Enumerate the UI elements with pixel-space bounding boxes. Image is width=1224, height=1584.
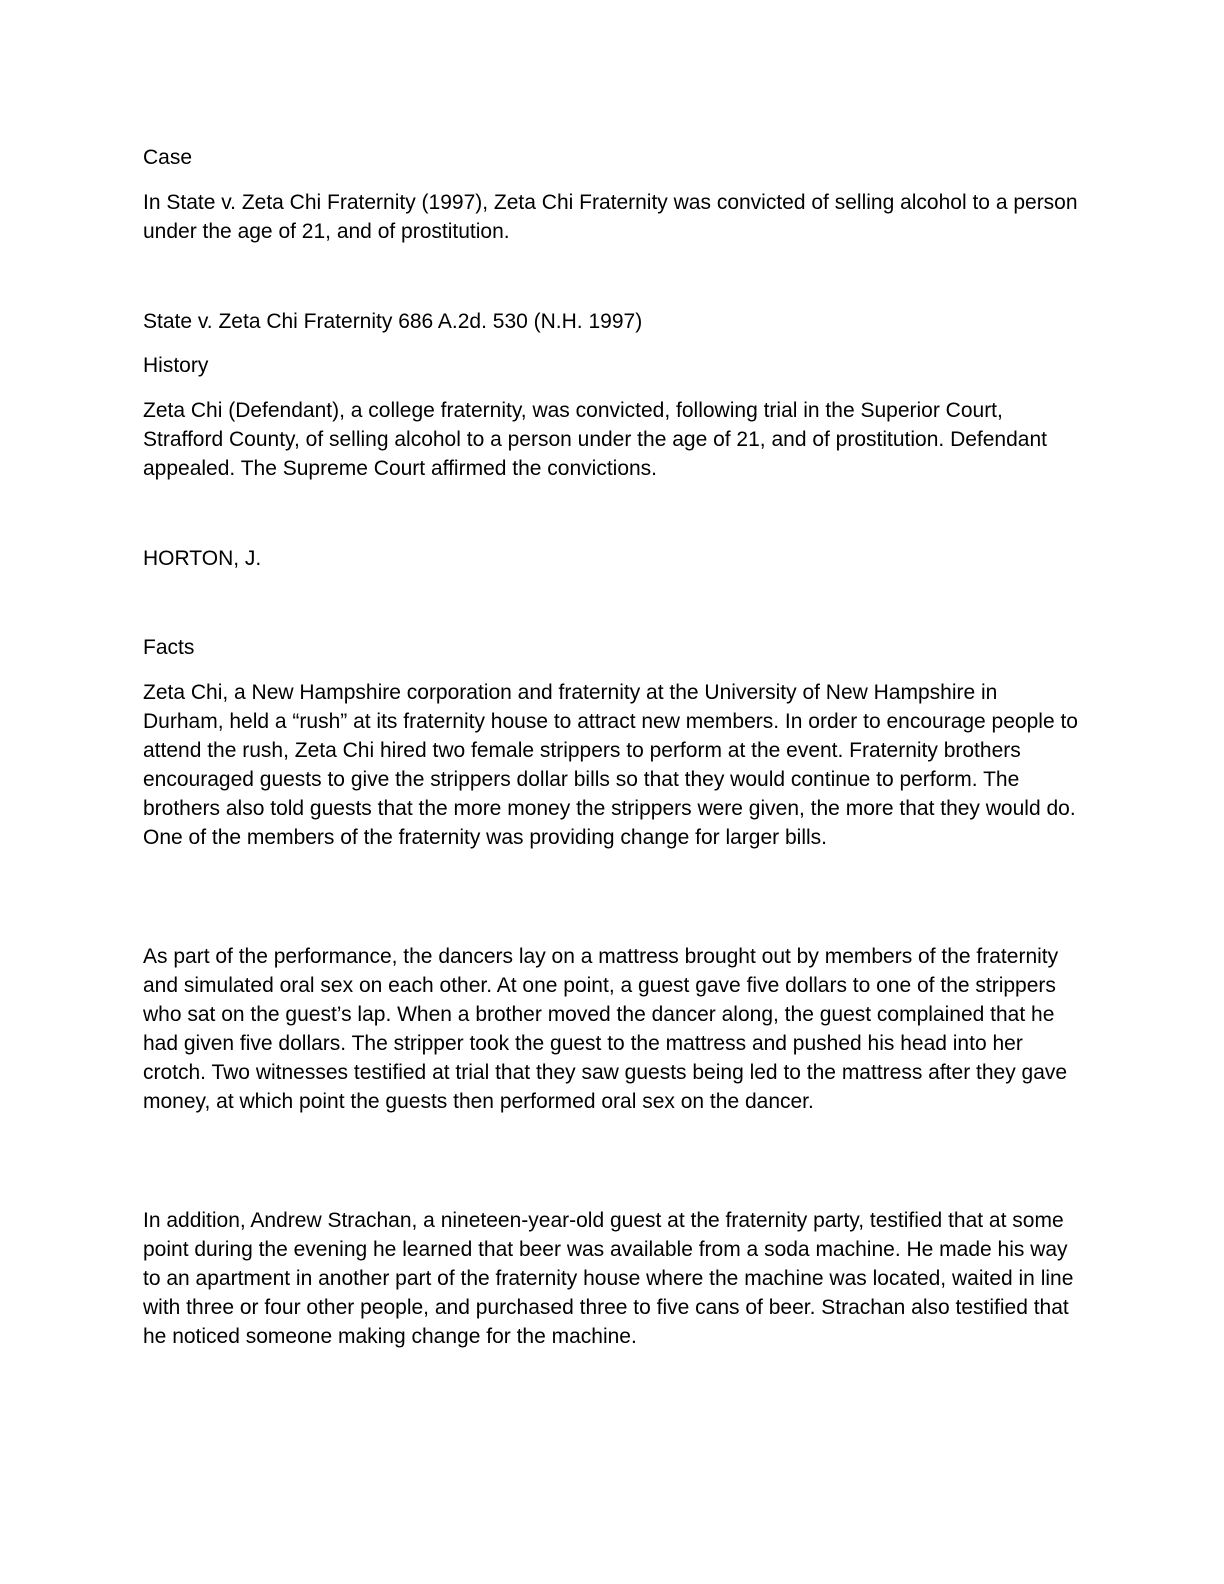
history-heading: History: [143, 354, 209, 377]
facts-heading: Facts: [143, 636, 195, 659]
facts-paragraph-2: As part of the performance, the dancers lay on a mattress brought out by members of the fraternity and simulated oral sex on each other. At one point, a guest gave five dollars to one of the strippers who sat on the guest’s lap. When a brother moved the dancer along, the guest complained that he had given five dollars. The stripper took the guest to the mattress and pushed his head into her crotch. Two witnesses testified at trial that they saw guests being led to the mattress after they gave money, at which point the guests then performed oral sex on the dancer.: [143, 945, 1068, 1113]
facts-paragraph-1: Zeta Chi, a New Hampshire corporation and fraternity at the University of New Hampshire in Durham, held a “rush” at its fraternity house to attract new members. In order to encourage people to attend the rush, Zeta Chi hired two female strippers to perform at the event. Fraternity brothers encouraged guests to give the strippers dollar bills so that they would continue to perform. The brothers also told guests that the more money the strippers were given, the more that they would do. One of the members of the fraternity was providing change for larger bills.: [143, 681, 1078, 849]
facts-paragraph-3: In addition, Andrew Strachan, a nineteen-year-old guest at the fraternity party, testified that at some point during the evening he learned that beer was available from a soda machine. He made his way to an apartment in another part of the fraternity house where the machine was located, waited in line with three or four other people, and purchased three to five cans of beer. Strachan also testified that he noticed someone making change for the machine.: [143, 1209, 1074, 1348]
case-heading: Case: [143, 146, 193, 169]
case-citation: State v. Zeta Chi Fraternity 686 A.2d. 530 (N.H. 1997): [143, 310, 643, 333]
case-intro-paragraph: In State v. Zeta Chi Fraternity (1997), Zeta Chi Fraternity was convicted of selling alcohol to a person under the age of 21, and of prostitution.: [143, 191, 1078, 243]
history-paragraph: Zeta Chi (Defendant), a college fraternity, was convicted, following trial in the Superior Court, Strafford County, of selling alcohol to a person under the age of 21, and of prostitution. Defendant appealed. The Supreme Court affirmed the convictions.: [143, 399, 1047, 480]
judge-name: HORTON, J.: [143, 547, 262, 570]
